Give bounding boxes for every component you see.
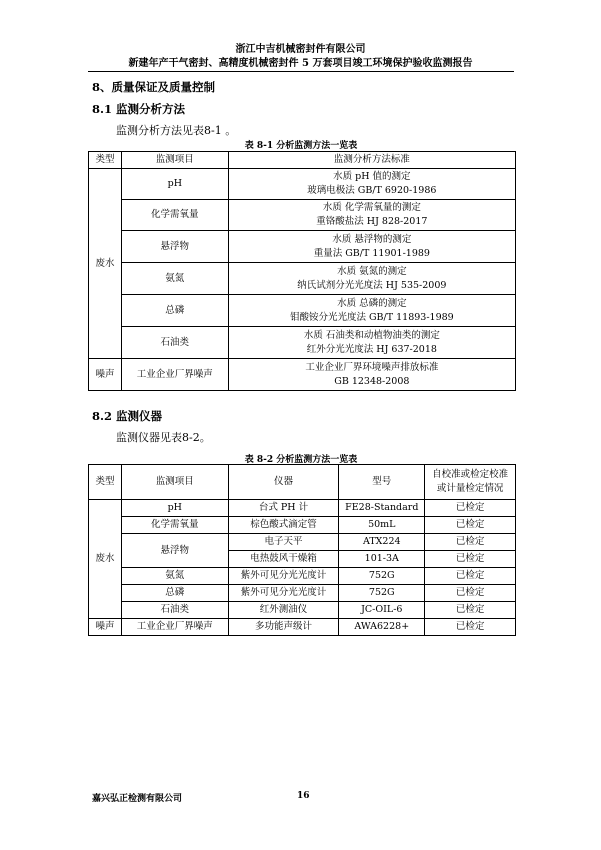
table-row xyxy=(89,534,516,551)
method-cell: 水质 pH 值的测定 玻璃电极法 GB/T 6920-1986 xyxy=(228,169,515,200)
table-header-row xyxy=(89,465,516,500)
status-cell: 已检定 xyxy=(425,585,516,602)
item-cell: 悬浮物 xyxy=(121,231,228,263)
table-row xyxy=(89,169,516,200)
footer-company: 嘉兴弘正检测有限公司 xyxy=(92,794,183,804)
header-cell: 自校准或检定校准 或计量检定情况 xyxy=(425,465,516,500)
type-cell-water: 废水 xyxy=(89,169,122,359)
model-cell: AWA6228+ xyxy=(339,619,425,636)
table-row xyxy=(89,200,516,231)
type-cell-noise: 噪声 xyxy=(89,359,122,391)
model-cell: JC-OIL-6 xyxy=(339,602,425,619)
item-cell: 氨氮 xyxy=(121,263,228,295)
table-row xyxy=(89,231,516,263)
header-cell: 监测分析方法标准 xyxy=(228,152,515,169)
instrument-cell: 棕色酸式滴定管 xyxy=(228,517,339,534)
type-cell-noise: 噪声 xyxy=(89,619,122,636)
item-cell: pH xyxy=(121,169,228,200)
item-cell: 化学需氧量 xyxy=(121,200,228,231)
item-cell: 石油类 xyxy=(121,327,228,359)
status-cell: 已检定 xyxy=(425,551,516,568)
status-cell: 已检定 xyxy=(425,517,516,534)
instrument-cell: 多功能声级计 xyxy=(228,619,339,636)
item-cell: 总磷 xyxy=(121,295,228,327)
model-cell: 752G xyxy=(339,585,425,602)
table-8-2-caption: 表 8-2 分析监测方法一览表 xyxy=(244,455,358,465)
table-8-1-caption: 表 8-1 分析监测方法一览表 xyxy=(244,141,358,151)
model-cell: 101-3A xyxy=(339,551,425,568)
status-cell: 已检定 xyxy=(425,568,516,585)
report-header xyxy=(0,43,601,71)
model-cell: 752G xyxy=(339,568,425,585)
item-cell: 氨氮 xyxy=(121,568,228,585)
header-project-title: 新建年产干气密封、高精度机械密封件 5 万套项目竣工环境保护验收监测报告 xyxy=(128,58,473,69)
instrument-cell: 紫外可见分光光度计 xyxy=(228,585,339,602)
header-cell: 监测项目 xyxy=(121,152,228,169)
status-cell: 已检定 xyxy=(425,602,516,619)
header-rule xyxy=(88,71,514,72)
model-cell: 50mL xyxy=(339,517,425,534)
table-row xyxy=(89,585,516,602)
model-cell: ATX224 xyxy=(339,534,425,551)
method-cell: 水质 悬浮物的测定 重量法 GB/T 11901-1989 xyxy=(228,231,515,263)
header-company: 浙江中吉机械密封件有限公司 xyxy=(235,44,366,55)
instrument-cell: 电子天平 xyxy=(228,534,339,551)
table-row xyxy=(89,500,516,517)
section-title: 8、质量保证及质量控制 xyxy=(92,80,216,94)
table-row xyxy=(89,359,516,391)
table-row xyxy=(89,619,516,636)
table-row xyxy=(89,295,516,327)
method-cell: 工业企业厂界环境噪声排放标准 GB 12348-2008 xyxy=(228,359,515,391)
table-8-1 xyxy=(88,151,516,391)
table-header-row xyxy=(89,152,516,169)
method-cell: 水质 化学需氧量的测定 重铬酸盐法 HJ 828-2017 xyxy=(228,200,515,231)
table-row xyxy=(89,517,516,534)
subsection-8-1-title: 8.1 监测分析方法 xyxy=(92,102,186,116)
header-cell: 型号 xyxy=(339,465,425,500)
header-cell: 类型 xyxy=(89,465,122,500)
page-number: 16 xyxy=(297,791,310,801)
subsection-8-2-text: 监测仪器见表8-2。 xyxy=(116,431,211,444)
method-cell: 水质 石油类和动植物油类的测定 红外分光光度法 HJ 637-2018 xyxy=(228,327,515,359)
table-row xyxy=(89,568,516,585)
item-cell: 化学需氧量 xyxy=(121,517,228,534)
subsection-8-2-title: 8.2 监测仪器 xyxy=(92,409,163,423)
item-cell: 总磷 xyxy=(121,585,228,602)
type-cell-water: 废水 xyxy=(89,500,122,619)
header-cell: 监测项目 xyxy=(121,465,228,500)
method-cell: 水质 氨氮的测定 纳氏试剂分光光度法 HJ 535-2009 xyxy=(228,263,515,295)
table-row xyxy=(89,263,516,295)
status-cell: 已检定 xyxy=(425,500,516,517)
status-cell: 已检定 xyxy=(425,534,516,551)
item-cell: 工业企业厂界噪声 xyxy=(121,619,228,636)
item-cell: 工业企业厂界噪声 xyxy=(121,359,228,391)
instrument-cell: 紫外可见分光光度计 xyxy=(228,568,339,585)
item-cell: 悬浮物 xyxy=(121,534,228,568)
subsection-8-1-text: 监测分析方法见表8-1 。 xyxy=(116,124,237,137)
table-row xyxy=(89,327,516,359)
instrument-cell: 红外测油仪 xyxy=(228,602,339,619)
table-row xyxy=(89,602,516,619)
item-cell: 石油类 xyxy=(121,602,228,619)
instrument-cell: 电热鼓风干燥箱 xyxy=(228,551,339,568)
method-cell: 水质 总磷的测定 钼酸铵分光光度法 GB/T 11893-1989 xyxy=(228,295,515,327)
item-cell: pH xyxy=(121,500,228,517)
table-8-2 xyxy=(88,464,516,636)
status-cell: 已检定 xyxy=(425,619,516,636)
model-cell: FE28-Standard xyxy=(339,500,425,517)
instrument-cell: 台式 PH 计 xyxy=(228,500,339,517)
header-cell: 仪器 xyxy=(228,465,339,500)
header-cell: 类型 xyxy=(89,152,122,169)
